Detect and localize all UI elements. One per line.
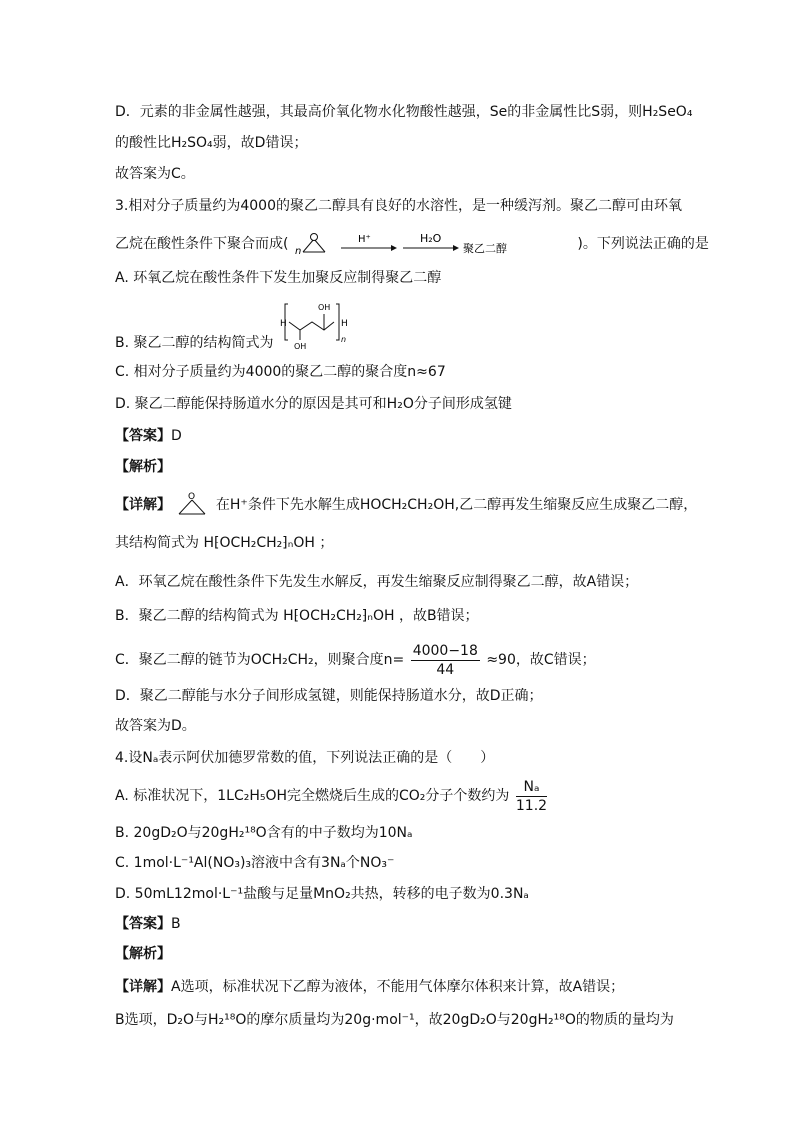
option-b bbox=[115, 298, 358, 352]
text-segment: )。下列说法正确的是 bbox=[577, 236, 709, 252]
text-segment: C．聚乙二醇的链节为OCH₂CH₂，则聚合度n= bbox=[115, 652, 405, 668]
explanation-b bbox=[115, 606, 479, 626]
fraction-numerator: 4000−18 bbox=[412, 642, 478, 659]
text-segment: 在H⁺条件下先水解生成HOCH₂CH₂OH,乙二醇再发生缩聚反应生成聚乙二醇， bbox=[215, 497, 698, 513]
q4-option-d: D. 50mL12mol·L⁻¹盐酸与足量MnO₂共热，转移的电子数为0.3Nₐ bbox=[115, 886, 529, 902]
answer-value: B bbox=[171, 916, 181, 932]
answer-line bbox=[115, 914, 181, 934]
atom-label-oh-top: OH bbox=[317, 303, 331, 312]
text-segment: ； bbox=[319, 535, 334, 551]
arrowhead-icon bbox=[453, 245, 459, 251]
detail-line bbox=[115, 977, 624, 997]
answer-line bbox=[115, 426, 182, 446]
text-segment: A. 标准状况下，1LC₂H₅OH完全燃烧后生成的CO₂分子个数约为 bbox=[115, 788, 510, 804]
reaction-scheme bbox=[293, 230, 573, 258]
polymer-formula: H⁅OCH₂CH₂⁆ₙOH bbox=[283, 608, 395, 624]
text-segment: B．聚乙二醇的结构简式为 bbox=[115, 608, 279, 624]
answer-tag: 【答案】 bbox=[115, 916, 171, 932]
fraction-denominator: 44 bbox=[436, 661, 455, 678]
atom-label-oh-bottom: OH bbox=[293, 342, 307, 350]
detail-line bbox=[115, 492, 697, 518]
arrowhead-icon bbox=[391, 245, 397, 251]
answer-value: D bbox=[171, 428, 182, 444]
option-a: A. 环氧乙烷在酸性条件下发生加聚反应制得聚乙二醇 bbox=[115, 270, 442, 286]
atom-label-o: O bbox=[188, 492, 196, 502]
carbon-chain-icon bbox=[289, 322, 334, 330]
atom-label-h: H bbox=[279, 319, 287, 329]
text-line: 故答案为C。 bbox=[115, 166, 195, 182]
text-line: 的酸性比H₂SO₄弱，故D错误； bbox=[115, 135, 308, 151]
catalyst-label: H⁺ bbox=[357, 234, 371, 245]
epoxide-ring-icon bbox=[175, 492, 211, 518]
detail-tag: 【详解】 bbox=[115, 979, 171, 995]
option-d: D. 聚乙二醇能保持肠道水分的原因是其可和H₂O分子间形成氢键 bbox=[115, 396, 512, 412]
conclusion: 故答案为D。 bbox=[115, 718, 196, 734]
subscript-n: n bbox=[294, 246, 302, 257]
question-3-reaction-line bbox=[115, 230, 709, 258]
q4-option-b: B. 20gD₂O与20gH₂¹⁸O含有的中子数均为10Nₐ bbox=[115, 825, 413, 841]
epoxide-ring-icon bbox=[303, 234, 325, 253]
structure-diagram bbox=[278, 296, 358, 350]
subscript-n: n bbox=[340, 335, 347, 344]
explanation-c bbox=[115, 640, 596, 680]
text-segment: A选项，标准状况下乙醇为液体，不能用气体摩尔体积来计算，故A错误； bbox=[171, 979, 625, 995]
option-c: C. 相对分子质量约为4000的聚乙二醇的聚合度n≈67 bbox=[115, 364, 446, 380]
detail-tag: 【详解】 bbox=[115, 497, 171, 513]
reagent-label: H₂O bbox=[419, 232, 442, 245]
q4-option-a bbox=[115, 776, 549, 816]
question-4-stem: 4.设Nₐ表示阿伏加德罗常数的值，下列说法正确的是（ ） bbox=[115, 750, 495, 766]
fraction-numerator: Nₐ bbox=[516, 778, 547, 797]
fraction-denominator: 11.2 bbox=[515, 797, 548, 814]
text-segment: ，故B错误； bbox=[398, 608, 479, 624]
question-3-stem: 3.相对分子质量约为4000的聚乙二醇具有良好的水溶性，是一种缓泻剂。聚乙二醇可由环氧 bbox=[115, 198, 682, 214]
product-label: 聚乙二醇 bbox=[462, 242, 507, 255]
analysis-tag: 【解析】 bbox=[115, 946, 171, 962]
explanation-a: A．环氧乙烷在酸性条件下先发生水解反，再发生缩聚反应制得聚乙二醇，故A错误； bbox=[115, 574, 639, 590]
fraction bbox=[516, 778, 547, 815]
detail-line: B选项，D₂O与H₂¹⁸O的摩尔质量均为20g·mol⁻¹，故20gD₂O与20gH₂¹⁸O的物质的量均为 bbox=[115, 1012, 674, 1028]
polymer-formula: H⁅OCH₂CH₂⁆ₙOH bbox=[203, 535, 315, 551]
text-line: D．元素的非金属性越强，其最高价氧化物水化物酸性越强，Se的非金属性比S弱，则H₂SeO₄ bbox=[115, 104, 693, 120]
option-b-label: B. 聚乙二醇的结构简式为 bbox=[115, 335, 274, 351]
answer-tag: 【答案】 bbox=[115, 428, 171, 444]
text-segment: 乙烷在酸性条件下聚合而成( bbox=[115, 236, 289, 252]
text-segment: 其结构简式为 bbox=[115, 535, 199, 551]
text-segment: ≈90，故C错误； bbox=[486, 652, 596, 668]
explanation-d: D．聚乙二醇能与水分子间形成氢键，则能保持肠道水分，故D正确； bbox=[115, 688, 543, 704]
bracket-right-icon bbox=[336, 304, 339, 340]
atom-label-h: H bbox=[340, 319, 348, 329]
detail-line bbox=[115, 533, 333, 553]
analysis-tag: 【解析】 bbox=[115, 459, 171, 475]
fraction bbox=[411, 642, 480, 679]
q4-option-c: C. 1mol·L⁻¹Al(NO₃)₃溶液中含有3Nₐ个NO₃⁻ bbox=[115, 855, 395, 871]
